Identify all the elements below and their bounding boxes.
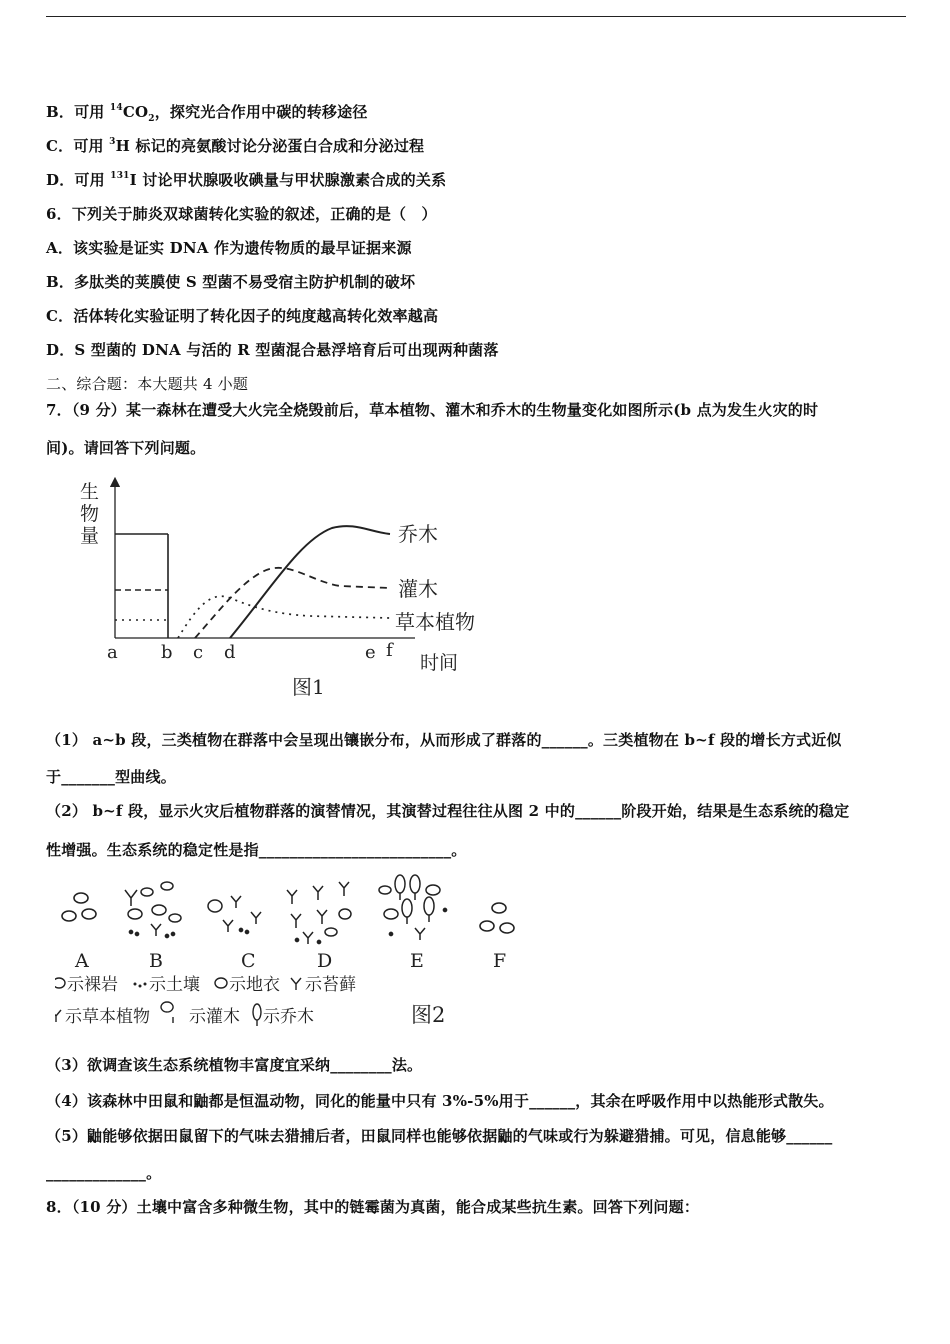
tick-d: d [224,642,236,663]
question-6-stem: 6．下列关于肺炎双球菌转化实验的叙述，正确的是（ ） [46,205,437,223]
q7-part1-line2: 于_______型曲线。 [46,768,176,786]
q7-part2-line1: （2） b~f 段，显示火灾后植物群落的演替情况，其演替过程往往从图 2 中的______阶段开始，结果是生态系统的稳定 [46,802,850,820]
stage-d-herb [287,882,351,944]
stage-label-b: B [149,950,163,972]
question-8-stem: 8．（10 分）土壤中富含多种微生物，其中的链霉菌为真菌，能合成某些抗生素。回答下列问题： [46,1198,700,1216]
q7-part5-line1: （5）鼬能够依据田鼠留下的气味去猎捕后者，田鼠同样也能够依据鼬的气味或行为躲避猎捕。可见，信息能够______ [46,1127,833,1145]
series-label-herb: 草本植物 [395,610,475,634]
legend-shrub-text: 示灌木 [189,1007,240,1027]
header-rule [46,16,906,17]
legend-moss-text: 示苔藓 [305,975,356,995]
stage-label-c: C [241,950,256,972]
stage-f-rock [480,903,514,933]
y-label-char-2: 物 [80,503,100,525]
stage-a-bare-rock [62,893,96,921]
stage-e-shrub-tree [379,875,447,940]
stage-label-d: D [317,950,333,972]
question-6-option-a: A．该实验是证实 DNA 作为遗传物质的最早证据来源 [46,239,412,257]
q7-part5-line2: _____________。 [46,1164,162,1182]
question-7-stem-line1: 7．（9 分）某一森林在遭受大火完全烧毁前后，草本植物、灌木和乔木的生物量变化如图所示(b 点为发生火灾的时 [46,401,819,419]
tick-f: f [386,640,393,661]
q7-part1-line1: （1） a~b 段，三类植物在群落中会呈现出镶嵌分布，从而形成了群落的______。三类植物在 b~f 段的增长方式近似 [46,731,842,749]
series-label-shrub: 灌木 [398,577,438,601]
x-axis-label: 时间 [420,652,459,674]
q7-part2-line2: 性增强。生态系统的稳定性是指_________________________。 [46,841,467,859]
stage-b-lichen [125,882,181,938]
tick-e: e [365,642,376,663]
question-6-option-d: D．S 型菌的 DNA 与活的 R 型菌混合悬浮培育后可出现两种菌落 [46,341,499,359]
figure-2-succession-stages [55,870,525,1035]
figure-1-caption: 图1 [292,675,325,699]
legend-tree-text: 示乔木 [263,1007,314,1027]
q7-part3: （3）欲调查该生态系统植物丰富度宜采纳________法。 [46,1056,423,1074]
legend-bare-rock-icon [55,978,65,988]
stage-label-e: E [410,950,424,972]
shrub-curve [195,568,390,638]
stage-c-moss [208,896,261,934]
legend-moss-icon [291,978,301,990]
stage-label-f: F [493,950,507,972]
legend-herb-icon [55,1010,61,1022]
option-d-131i: D．可用 $^{131}$I 讨论甲状腺吸收碘量与甲状腺激素合成的关系 [46,171,447,189]
y-label-char-1: 生 [80,481,100,503]
section-2-heading: 二、综合题：本大题共 4 小题 [46,375,249,393]
q7-part4: （4）该森林中田鼠和鼬都是恒温动物，同化的能量中只有 3%-5%用于______，其余在呼吸作用中以热能形式散失。 [46,1092,834,1110]
legend-lichen-icon [215,978,227,988]
legend-lichen-text: 示地衣 [229,975,280,995]
figure-1-biomass-graph [70,470,490,710]
tick-b: b [161,642,173,663]
tick-a: a [107,642,118,663]
legend-soil-icon [134,983,147,988]
option-b-14co2: B．可用 $^{14}CO_2$，探究光合作用中碳的转移途径 [46,103,368,124]
question-6-option-c: C．活体转化实验证明了转化因子的纯度越高转化效率越高 [46,307,439,325]
question-7-stem-line2: 间)。请回答下列问题。 [46,439,206,457]
legend-herb-text: 示草本植物 [65,1007,150,1027]
tree-curve [230,526,390,638]
y-label-char-3: 量 [80,525,100,547]
tick-c: c [193,642,204,663]
legend-tree-icon [253,1004,261,1026]
question-6-option-b: B．多肽类的荚膜使 S 型菌不易受宿主防护机制的破坏 [46,273,416,291]
legend-bare-rock-text: 示裸岩 [67,975,118,995]
option-c-3h: C．可用 $^3$H 标记的亮氨酸讨论分泌蛋白合成和分泌过程 [46,137,425,155]
figure-2-caption: 图2 [411,1003,446,1027]
series-label-tree: 乔木 [398,522,438,546]
legend-shrub-icon [161,1002,173,1023]
herb-curve [178,596,390,638]
legend-soil-text: 示土壤 [149,975,200,995]
stage-label-a: A [75,950,89,972]
